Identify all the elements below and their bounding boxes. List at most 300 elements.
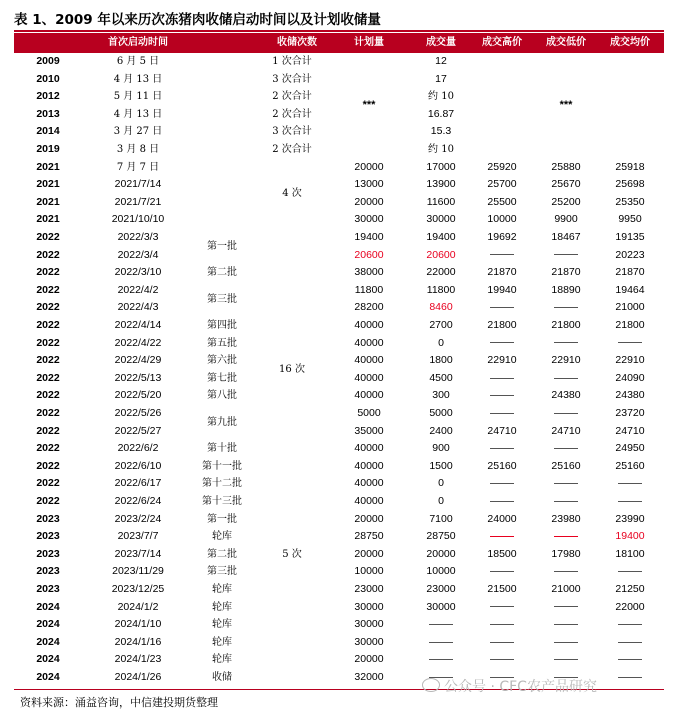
cell-year: 2021 [36,195,60,208]
cell-batch: 第二批 [207,548,237,560]
cell-deal: 7100 [429,512,453,525]
cell-year: 2022 [36,248,60,261]
empty-dash [618,624,642,625]
cell-low [536,475,596,493]
cell-batch: 第十一批 [202,460,242,472]
cell-avg: 23990 [615,512,645,525]
cell-date: 2022/6/17 [114,477,162,490]
cell-plan: 40000 [354,495,384,507]
cell-deal: 30000 [426,600,456,613]
cell-avg: 18100 [615,547,645,560]
cell-year: 2014 [36,125,60,138]
cell-deal: 11800 [426,283,456,296]
cell-avg: 21000 [615,301,645,314]
cell-year: 2023 [36,547,60,560]
cell-high: 25500 [487,195,517,208]
empty-dash [429,659,453,660]
merged-count: 4 次 [282,187,302,199]
cell-high: 19940 [487,283,517,296]
empty-dash [490,624,514,625]
cell-plan: 30000 [354,635,384,648]
merged-placeholder: *** [362,99,376,111]
cell-deal: 19400 [426,231,456,243]
column-header: 成交均价 [610,37,650,48]
cell-avg [600,493,660,511]
cell-batch: 轮库 [212,636,232,648]
cell-batch: 轮库 [212,619,232,631]
cell-low [536,405,596,423]
cell-date: 2022/3/4 [117,248,159,261]
cell-count: 3 次合计 [272,126,312,138]
cell-low [536,335,596,353]
cell-plan: 28200 [354,301,384,314]
cell-date: 2021/10/10 [111,213,165,226]
cell-date: 4 月 13 日 [113,108,163,120]
cell-deal: 16.87 [427,107,455,120]
column-header: 成交量 [426,37,456,48]
cell-high [472,634,532,652]
cell-avg [600,616,660,634]
cell-plan: 5000 [357,407,381,419]
empty-dash [490,395,514,396]
cell-batch: 轮库 [212,584,232,595]
cell-year: 2022 [36,424,60,437]
cell-high: 25160 [487,459,517,472]
cell-deal: 11600 [426,195,456,208]
empty-dash [554,536,578,537]
cell-date: 2022/4/29 [114,354,162,367]
cell-plan: 30000 [354,213,384,226]
empty-dash [618,342,642,343]
empty-dash [490,501,514,502]
cell-high: 21800 [487,319,517,331]
cell-avg: 21800 [615,319,645,331]
cell-batch: 轮库 [212,531,232,543]
cell-plan: 20600 [354,248,384,261]
cell-high [472,335,532,353]
empty-dash [490,659,514,660]
cell-deal: 17000 [426,160,456,173]
cell-high [472,475,532,493]
cell-year: 2021 [36,213,60,226]
cell-plan: 20000 [354,160,384,173]
empty-dash [554,501,578,502]
cell-avg: 25698 [615,178,645,191]
cell-avg: 21250 [615,583,645,595]
merged-batch: 第一批 [207,241,237,252]
cell-batch: 第十批 [207,443,237,455]
empty-dash [429,624,453,625]
cell-year: 2022 [36,319,60,331]
top-rule [14,30,664,32]
cell-plan: 20000 [354,512,384,525]
cell-low: 25160 [551,459,581,472]
cell-date: 2024/1/16 [114,635,162,648]
cell-batch: 第八批 [207,390,237,402]
cell-low: 25200 [551,195,581,208]
cell-date: 2022/4/14 [114,319,162,331]
cell-year: 2024 [36,635,60,648]
cell-avg: 23720 [615,407,645,419]
cell-avg: 19400 [615,530,645,543]
cell-date: 2024/1/10 [114,618,162,631]
cell-date: 2021/7/14 [114,178,162,191]
merged-count: 5 次 [282,548,302,560]
empty-dash [490,254,514,255]
cell-date: 7 月 7 日 [116,161,160,173]
cell-date: 2024/1/23 [114,653,162,666]
cell-deal: 17 [435,72,447,85]
cell-high: 19692 [487,231,517,243]
empty-dash [618,501,642,502]
column-header: 成交低价 [546,37,586,48]
cell-avg: 9950 [618,213,642,226]
cell-plan: 20000 [354,547,384,560]
cell-plan: 11800 [354,283,384,296]
cell-high: 25920 [487,160,517,173]
cell-avg: 24710 [615,424,645,437]
cell-low: 18467 [551,231,581,243]
cell-batch: 第一批 [207,513,237,525]
cell-deal: 4500 [429,371,453,384]
cell-high [472,299,532,317]
cell-date: 4 月 13 日 [113,73,163,85]
cell-low [536,299,596,317]
cell-deal: 1500 [429,459,453,472]
cell-year: 2012 [36,90,60,103]
cell-batch: 第二批 [207,267,237,279]
source-note: 资料来源：涌益咨询，中信建投期货整理 [20,696,218,709]
cell-low: 21000 [551,583,581,595]
cell-date: 6 月 5 日 [116,56,160,67]
cell-year: 2010 [36,72,60,85]
cell-plan: 40000 [354,477,384,490]
cell-plan: 35000 [354,424,384,437]
cell-deal: 0 [438,477,444,490]
cell-high: 22910 [487,354,517,367]
column-header: 收储次数 [277,37,317,48]
cell-plan: 30000 [354,618,384,631]
cell-count: 1 次合计 [272,56,312,67]
cell-batch: 第三批 [207,566,237,578]
cell-plan: 20000 [354,653,384,666]
cell-low [536,440,596,458]
cell-avg [600,634,660,652]
cell-low: 23980 [551,512,581,525]
cell-date: 2024/1/26 [114,671,162,683]
cell-high [472,528,532,546]
empty-dash [490,606,514,607]
cell-deal: 30000 [426,213,456,226]
cell-avg [600,669,660,687]
cell-low [536,599,596,617]
cell-high: 18500 [487,547,517,560]
cell-avg: 24950 [615,442,645,455]
column-header: 成交高价 [482,37,522,48]
cell-high [472,599,532,617]
column-header: 首次启动时间 [108,37,168,48]
cell-high: 24000 [487,512,517,525]
cell-deal: 15.3 [430,125,452,138]
cell-high: 25700 [487,178,517,191]
cell-year: 2023 [36,565,60,578]
cell-date: 3 月 27 日 [113,126,163,138]
cell-date: 2024/1/2 [117,600,159,613]
cell-date: 2022/4/2 [117,283,159,296]
cell-count: 3 次合计 [272,73,312,85]
cell-plan: 40000 [354,459,384,472]
cell-avg: 25350 [615,195,645,208]
cell-year: 2022 [36,477,60,490]
cell-low: 24380 [551,389,581,402]
cell-plan: 28750 [354,530,384,543]
cell-year: 2021 [36,160,60,173]
empty-dash [554,254,578,255]
cell-low: 21800 [551,319,581,331]
cell-year: 2022 [36,283,60,296]
cell-deal: 0 [438,495,444,507]
cell-plan: 40000 [354,442,384,455]
cell-deal: 0 [438,336,444,349]
empty-dash [554,378,578,379]
cell-deal: 13900 [426,178,456,191]
cell-year: 2024 [36,671,60,683]
merged-count: 16 次 [279,364,305,375]
cell-date: 2022/6/2 [117,442,159,455]
cell-deal: 10000 [426,565,456,578]
cell-date: 2023/12/25 [111,583,165,595]
cell-high [472,493,532,511]
cell-plan: 38000 [354,266,384,279]
cell-avg [600,563,660,581]
cell-date: 2023/2/24 [114,512,162,525]
cell-plan: 20000 [354,195,384,208]
cell-year: 2022 [36,442,60,455]
cell-high [472,387,532,405]
cell-year: 2022 [36,495,60,507]
merged-batch: 第九批 [207,417,237,428]
empty-dash [618,642,642,643]
cell-low [536,370,596,388]
cell-plan: 19400 [354,231,384,243]
empty-dash [554,413,578,414]
column-header: 计划量 [354,37,384,48]
empty-dash [490,413,514,414]
empty-dash [554,642,578,643]
merged-placeholder: *** [559,99,573,111]
empty-dash [490,378,514,379]
cell-deal: 2700 [429,319,453,331]
cell-batch: 第七批 [207,372,237,384]
empty-dash [490,342,514,343]
cell-avg: 19135 [615,231,645,243]
cell-deal: 12 [435,55,447,67]
cell-date: 2022/3/10 [114,266,162,279]
watermark-text: 公众号 · CFC农产品研究 [444,679,597,695]
cell-high: 21500 [487,583,517,595]
empty-dash [618,483,642,484]
cell-high [472,616,532,634]
empty-dash [490,483,514,484]
cell-date: 2023/7/7 [117,530,159,543]
merged-batch: 第三批 [207,293,237,305]
cell-high [472,370,532,388]
cell-avg [600,651,660,669]
cell-plan: 10000 [354,565,384,578]
cell-plan: 40000 [354,319,384,331]
cell-date: 2022/3/3 [117,231,159,243]
cell-low: 18890 [551,283,581,296]
cell-avg: 20223 [615,248,645,261]
empty-dash [490,642,514,643]
cell-deal: 2400 [429,424,453,437]
cell-date: 5 月 11 日 [113,91,163,103]
cell-avg: 22000 [615,600,645,613]
cell-batch: 第十二批 [202,478,242,490]
empty-dash [554,307,578,308]
cell-plan: 23000 [354,583,384,595]
empty-dash [554,342,578,343]
cell-low [536,616,596,634]
cell-low [536,651,596,669]
cell-low [536,563,596,581]
cell-batch: 轮库 [212,654,232,666]
cell-plan: 40000 [354,336,384,349]
empty-dash [490,571,514,572]
cell-year: 2022 [36,336,60,349]
cell-plan: 32000 [354,671,384,683]
cell-plan: 40000 [354,389,384,402]
wechat-icon [422,678,440,692]
cell-low: 24710 [551,424,581,437]
cell-batch: 第十三批 [202,496,242,507]
cell-avg: 24090 [615,371,645,384]
cell-low: 9900 [554,213,578,226]
cell-year: 2019 [36,143,60,155]
empty-dash [490,307,514,308]
cell-plan: 40000 [354,371,384,384]
cell-deal: 约 10 [428,144,454,155]
cell-deal: 23000 [426,583,456,595]
table-header [14,33,664,53]
cell-date: 2022/5/13 [114,371,162,384]
cell-batch: 第六批 [207,355,237,367]
cell-date: 2022/5/20 [114,389,162,402]
cell-high [472,651,532,669]
cell-low [536,493,596,511]
cell-deal: 约 10 [428,91,454,103]
cell-year: 2021 [36,178,60,191]
cell-avg: 21870 [615,266,645,279]
cell-date: 2021/7/21 [114,195,162,208]
empty-dash [618,659,642,660]
table-title: 表 1、2009 年以来历次冻猪肉收储启动时间以及计划收储量 [14,12,381,28]
cell-avg: 19464 [615,283,645,296]
cell-date: 2023/11/29 [112,565,164,578]
empty-dash [554,448,578,449]
cell-low: 25670 [551,178,581,191]
cell-deal [411,651,471,669]
cell-deal [411,634,471,652]
cell-high: 10000 [487,213,517,226]
empty-dash [554,659,578,660]
cell-year: 2024 [36,618,60,631]
cell-date: 2022/5/26 [114,407,162,419]
cell-year: 2009 [36,55,60,67]
cell-low: 21870 [551,266,581,279]
cell-deal [411,616,471,634]
empty-dash [554,483,578,484]
cell-batch: 轮库 [212,601,232,613]
cell-year: 2022 [36,266,60,279]
cell-avg: 25918 [615,160,645,173]
cell-plan: 40000 [354,354,384,367]
empty-dash [554,606,578,607]
cell-date: 2022/5/27 [114,424,162,437]
cell-year: 2023 [36,583,60,595]
cell-low [536,528,596,546]
cell-high: 21870 [487,266,517,279]
cell-deal: 1800 [429,354,453,367]
cell-high [472,247,532,265]
cell-deal: 20600 [426,248,456,261]
cell-year: 2024 [36,653,60,666]
cell-low: 17980 [551,547,581,560]
cell-year: 2022 [36,301,60,314]
cell-year: 2022 [36,371,60,384]
cell-deal: 8460 [429,301,453,314]
cell-batch: 收储 [212,672,232,683]
cell-deal: 22000 [426,266,456,279]
cell-year: 2024 [36,600,60,613]
cell-year: 2022 [36,459,60,472]
cell-low [536,634,596,652]
cell-high [472,405,532,423]
cell-avg: 22910 [615,354,645,367]
cell-batch: 第四批 [207,320,237,331]
cell-date: 2022/4/22 [114,336,162,349]
cell-deal: 5000 [429,407,453,419]
cell-year: 2022 [36,231,60,243]
cell-plan: 13000 [354,178,384,191]
empty-dash [490,448,514,449]
cell-deal: 28750 [426,530,456,543]
cell-year: 2023 [36,530,60,543]
cell-low [536,247,596,265]
watermark [422,676,597,696]
cell-avg: 25160 [615,459,645,472]
cell-avg [600,475,660,493]
cell-date: 3 月 8 日 [116,144,160,155]
cell-year: 2022 [36,389,60,402]
cell-date: 2023/7/14 [114,547,162,560]
cell-year: 2022 [36,354,60,367]
empty-dash [618,677,642,678]
cell-deal: 900 [432,442,450,455]
cell-high: 24710 [487,424,517,437]
empty-dash [554,571,578,572]
empty-dash [554,624,578,625]
cell-count: 2 次合计 [272,91,312,103]
cell-year: 2013 [36,107,60,120]
cell-deal: 20000 [426,547,456,560]
cell-low: 25880 [551,160,581,173]
cell-count: 2 次合计 [272,144,312,155]
empty-dash [429,642,453,643]
cell-avg [600,335,660,353]
cell-date: 2022/4/3 [117,301,159,314]
cell-date: 2022/6/10 [114,459,162,472]
